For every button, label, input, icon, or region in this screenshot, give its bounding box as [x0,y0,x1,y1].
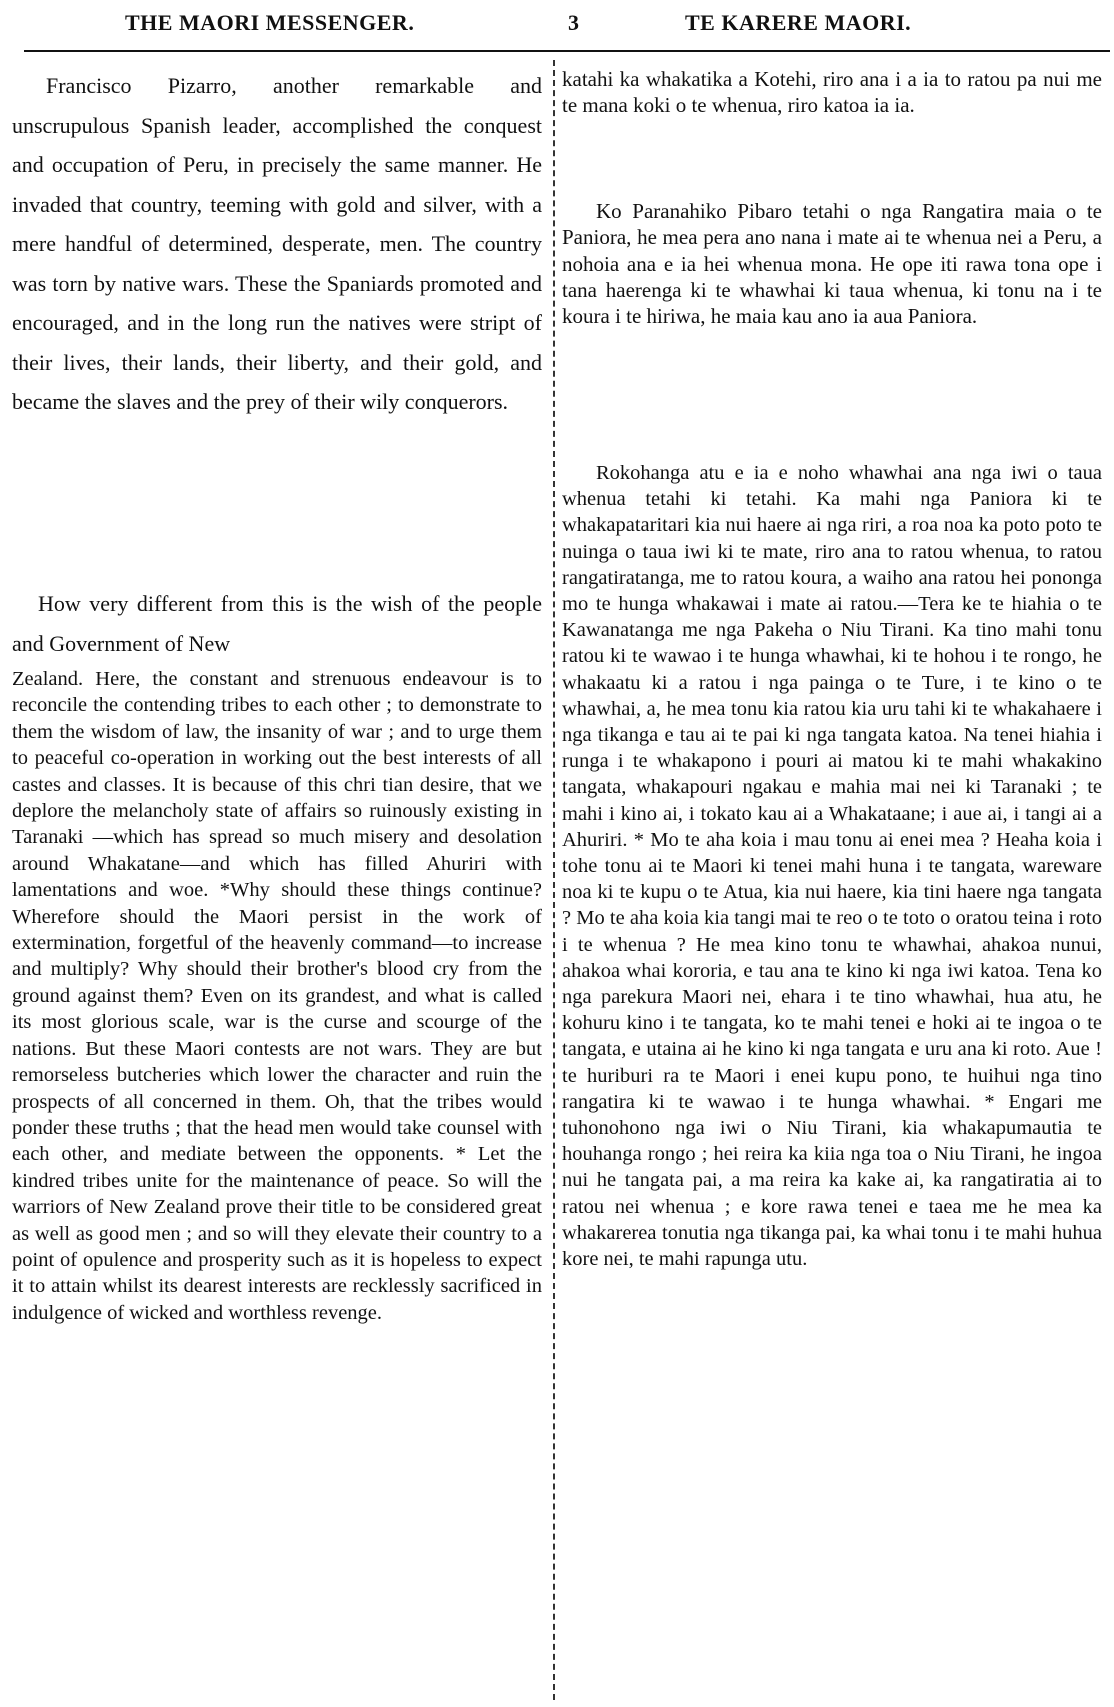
maori-masthead: TE KARERE MAORI. [685,10,912,35]
english-paragraph-2-body: Zealand. Here, the constant and strenuous endeavour is to reconcile the contending tribes to each other ; to demonstrate to them the wisdom of law, the insanity of war ; and to urge them to peaceful co-operation in working out the best interests of all castes and classes. It is because of this chri tian desire, that we deplore the melancholy state of affairs so ruinously existing in Taranaki —which has spread so much misery and desolation around Whakatane—and which has filled Ahuriri with lamentations and woe. *Why should these things continue? Wherefore should the Maori persist in the work of extermination, forgetful of the heavenly command—to increase and multiply? Why should their brother's blood cry from the ground against them? Even on its grandest, and what is called its most glorious scale, war is the curse and scourge of the nations. But these Maori contests are not wars. They are but remorseless butcheries which lower the character and ruin the prospects of all concerned in them. Oh, that the tribes would ponder these truths ; that the head men would take counsel with each other, and mediate between the opponents. * Let the kindred tribes unite for the maintenance of peace. So will the warriors of New Zealand prove their title to be considered great as well as good men ; and so will they elevate their country to a point of opulence and prosperity such as it is hopeless to expect it to attain whilst its dearest interests are recklessly sacrificed in indulgence of wicked and worthless revenge. [12,668,542,1324]
page-header [30,6,1090,40]
english-paragraph-2-lead: How very different from this is the wish of the people and Government of New [12,591,542,656]
column-divider [553,60,556,1700]
english-masthead: THE MAORI MESSENGER. [125,10,415,35]
english-paragraph-1: Francisco Pizarro, another remarkable and unscrupulous Spanish leader, accomplished the conquest and occupation of Peru, in precisely the same manner. He invaded that country, teeming with gold and silver, with a mere handful of determined, desperate, men. The country was torn by native wars. These the Spaniards promoted and encouraged, and in the long run the natives were stript of their lives, their lands, their liberty, and their gold, and became the slaves and the prey of their wily conquerors. [12,73,542,414]
header-rule [24,50,1110,52]
page-number: 3 [568,10,580,35]
maori-paragraph-1: katahi ka whakatika a Kotehi, riro ana i a ia to ratou pa nui me te mana koki o te whenua, riro katoa ia ia. [562,67,1102,117]
maori-paragraph-3: Rokohanga atu e ia e noho whawhai ana nga iwi o taua whenua tetahi ki tetahi. Ka mahi nga Paniora ki te whakapataritari kia nui haere ai nga riri, a roa noa ka poto poto te nuinga o taua iwi ki te mate, riro ana to ratou whenua, to ratou rangatiratanga, me to ratou koura, a waiho ana ratou hei pononga mo te hunga whakawai i mate ai ratou.—Tera ke te hiahia o te Kawanatanga me nga Pakeha o Niu Tirani. Ka tino mahi tonu ratou ki te wawao i te hunga whawhai, ki te hohou i te rongo, he whakaatu ki a ratou i nga painga o te Ture, i te kino o te whawhai, a, he mea tonu kia ratou kia uru tahi ki te whakahaere i nga tikanga e tau ai te pai ki nga tangata katoa. Na tenei hiahia i runga i te whakapono i pouri ai matou ki te mahi whakakino tangata, whakapouri ngakau e mahia mai nei ki Taranaki ; te mahi i kino ai, i tokato kau ai a Whakataane; i aue ai, i tangi ai a Ahuriri. * Mo te aha koia i mau tonu ai enei mea ? Heaha koia i tohe tonu ai te Maori ki tenei mahi huna i te tangata, wareware noa ki te kupu o te Atua, kia nui haere, kia tini haere nga tangata ? Mo te aha koia kia tangi mai te reo o te toto o oratou teina i roto i te whenua ? He mea kino tonu te whawhai, ahakoa nunui, ahakoa whai kororia, e tau ana te kino ki nga iwi katoa. Tena ko nga parekura Maori nei, ehara i te tino whawhai, hua atu, he kohuru kino i te tangata, ko te mahi tenei e hoki ai te ingoa o te tangata, e utaina ai he kino ki nga tangata e uru ana ki roto. Aue ! te huriburi ra te Maori i enei kupu pono, te huihui nga tino rangatira ki te wawao i te hunga whawhai. * Engari me tuhonohono nga iwi o Niu Tirani, kia whakapumautia te houhanga rongo ; hei reira ka kiia nga toa o Niu Tirani, he ingoa nui he tangata pai, a ma reira ka kake ai, ka rangatiratia ai to ratou nei whenua ; e kore rawa tenei e taea me he mea ka whakarerea tonutia nga tikanga pai, ka whai tonu i te mahi huhua kore nei, te mahi rapunga utu. [562,462,1102,1271]
maori-paragraph-2: Ko Paranahiko Pibaro tetahi o nga Rangatira maia o te Paniora, he mea pera ano nana i mate ai te whenua nei a Peru, a nohoia ana e ia hei whenua mona. He ope iti rawa tona ope i tana haerenga ki te whawhai ki taua whenua, ki tonu na i te koura i te hiriwa, he maia kau ano ia aua Paniora. [562,199,1102,329]
